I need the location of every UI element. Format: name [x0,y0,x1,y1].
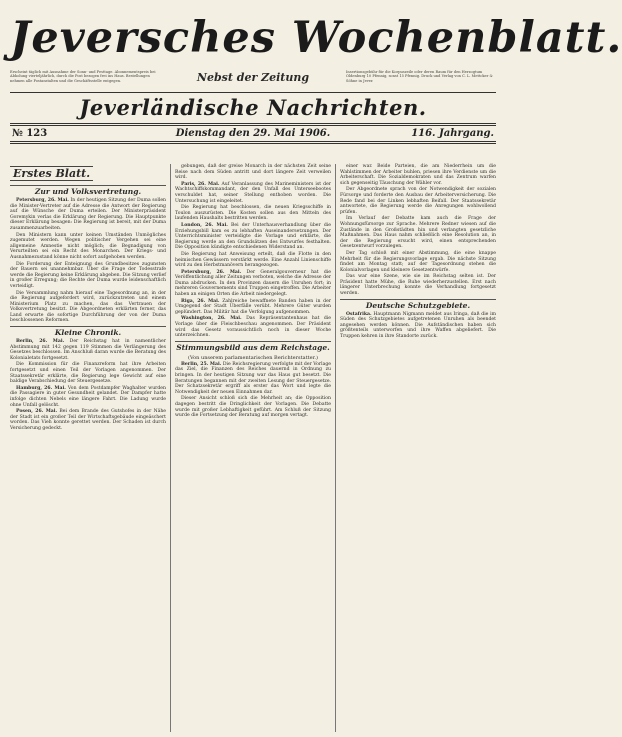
paragraph: Die Regierung hat beschlossen, die neuen Kriegsschiffe in Toulon auszurüsten. Die Kosten sollen aus den Mitteln des laufenden Haushalts bestritten werden. [175,205,331,222]
issue-year: 116. Jahrgang. [411,128,494,139]
paragraph: Ostafrika. Hauptmann Nigmann meldet aus Iringa, daß die im Süden des Schutzgebietes aufgetretenen Unruhen als beendet angesehen werden können. Die Aufständischen haben sich größtenteils unterworfen und ihre Waffen abgeliefert. Die Truppen kehren in ihre Standorte zurück. [340,311,496,340]
paragraph: Dieser Ansicht schloß sich die Mehrheit an; die Opposition dagegen bestritt die Dringlichkeit der Vorlagen. Die Debatte wurde mit großer Lebhaftigkeit geführt. Am Schluß der Sitzung wurde die Fortsetzung der Beratung auf morgen vertagt. [175,396,331,419]
article-columns [10,164,496,732]
insertion-note: Insertionsgebühr für die Korpuszeile oder deren Raum für den Herzogtum Oldenburg 10 Pfennig, sonst 15 Pfennig. Druck und Verlag von C. L. Mettcker & Söhne in Jever. [346,70,493,83]
divider [10,141,496,144]
article-heading: Deutsche Schutzgebiete. [340,299,496,311]
paragraph: Den Ministern kann unter keinen Umständen Unmögliches zugemutet werden. Wegen politischer Vergehen sei eine allgemeine Amnestie nicht möglich; die Begnadigung von Verurteilten sei ein Recht des Monarchen. Der Kriegs- und Ausnahmezustand könne nicht sofort aufgehoben werden. [10,232,166,260]
newspaper-page [10,6,622,732]
paragraph: Berlin, 26. Mai. Der Reichstag hat in namentlicher Abstimmung mit 142 gegen 119 Stimmen die Verlängerung des Gesetzes beschlossen. Im Anschluß daran wurde die Beratung des Kolonialetats fortgesetzt. [10,339,166,361]
paragraph: Petersburg, 26. Mai. Der Generalgouverneur hat die Veröffentlichung aller Zeitungen verboten, welche die Adresse der Duma abdrucken. In den Provinzen dauern die Unruhen fort; in mehreren Gouvernements sind Truppen eingetroffen. Die Arbeiter haben an einigen Orten die Arbeit niedergelegt. [175,269,331,298]
article-heading: Zur und Volksvertretung. [10,185,166,197]
paragraph: Posen, 26. Mai. Bei dem Brande des Gutshofes in der Nähe der Stadt ist ein großer Teil der Wirtschaftsgebäude eingeäschert worden. Das Vieh konnte gerettet werden. Der Schaden ist durch Versicherung gedeckt. [10,409,166,431]
paragraph: Die Forderung der Enteignung des Grundbesitzes zugunsten der Bauern sei unannehmbar. Über die Frage der Todesstrafe werde die Regierung keine Erklärung abgeben. Die Sitzung verlief in großer Erregung; die Rechte der Duma wurde leidenschaftlich verteidigt. [10,261,166,289]
issue-date: Dienstag den 29. Mai 1906. [175,128,331,139]
subtitle: Jeverländische Nachrichten. [79,95,427,120]
paragraph: einer war. Beide Parteien, die am Niederrhein um die Wahlstimmen der Arbeiter buhlen, priesen ihre Verdienste um die Arbeiterschaft. Die Sozialdemokraten und das Zentrum warfen sich gegenseitig Täuschung der Wähler vor. [340,164,496,186]
masthead-subrow [10,70,496,92]
paragraph: Der Abgeordnete sprach von der Notwendigkeit der sozialen Fürsorge und forderte den Ausbau der Arbeiterversicherung. Die Rede fand bei der Linken lebhaften Beifall. Der Staatssekretär antwortete, die Regierung werde die Anregungen wohlwollend prüfen. [340,187,496,215]
paragraph: Berlin, 25. Mai. Die Reichsregierung verfolgte mit der Vorlage das Ziel, die Finanzen des Reiches dauernd in Ordnung zu bringen. In der heutigen Sitzung war das Haus gut besetzt. Die Beratungen begannen mit der zweiten Lesung der Steuergesetze. Der Schatzsekretär ergriff als erster das Wort und legte die Notwendigkeit der neuen Einnahmen dar. [175,361,331,395]
paragraph: London, 26. Mai. Bei der Unterhausverhandlung über die Erziehungsbill kam es zu lebhaften Auseinandersetzungen. Der Unterrichtsminister verteidigte die Vorlage und erklärte, die Regierung werde an den Grundsätzen des Entwurfes festhalten. Die Opposition kündigte entschiedenen Widerstand an. [175,222,331,251]
masthead-subheading: Nebst der Zeitung [196,71,310,84]
paragraph: Petersburg, 26. Mai. In der heutigen Sitzung der Duma sollen die Minister-Vertreter auf die Adresse die Antwort der Regierung auf die Wünsche der Duma erteilen. Der Ministerpräsident Goremykin verlas die Erklärung der Regierung. Die Hauptpunkte dieser Erklärung besagen: Die Regierung ist bereit, mit der Duma zusammenzuarbeiten. [10,198,167,231]
paragraph: Die Kommission für die Finanzreform hat ihre Arbeiten fortgesetzt und einen Teil der Vorlagen angenommen. Der Staatssekretär erklärte, die Regierung lege Gewicht auf eine baldige Verabschiedung der Steuergesetze. [10,362,166,385]
paragraph: Das war eine Szene, wie sie im Reichstag selten ist. Der Präsident hatte Mühe, die Ruhe wiederherzustellen. Erst nach längerer Unterbrechung konnte die Verhandlung fortgesetzt werden. [340,274,496,297]
paragraph: Riga, 26. Mai. Zahlreiche bewaffnete Banden haben in der Umgegend der Stadt Überfälle verübt. Mehrere Güter wurden geplündert. Das Militär hat die Verfolgung aufgenommen. [175,298,331,315]
paragraph: Im Verlauf der Debatte kam auch die Frage der Wohnungsfürsorge zur Sprache. Mehrere Redner wiesen auf die Zustände in den Großstädten hin und verlangten gesetzliche Maßnahmen. Das Haus nahm schließlich eine Resolution an, in der die Regierung ersucht wird, einen entsprechenden Gesetzentwurf vorzulegen. [340,216,496,250]
article-heading: Stimmungsbild aus dem Reichstage. [176,342,330,352]
paragraph: Die Versammlung nahm hierauf eine Tagesordnung an, in der die Regierung aufgefordert wird, zurückzutreten und einem Ministerium Platz zu machen, das das Vertrauen der Volksvertretung besitzt. Die Abgeordneten erklärten ferner, das Land erwarte die sofortige Durchführung der von der Duma beschlossenen Reformen. [10,290,166,324]
paragraph: Die Regierung hat Anweisung erteilt, daß die Flotte in den heimischen Gewässern verstärkt werde. Eine Anzahl Linienschiffe wird zu den Herbstmanövern herangezogen. [175,251,331,269]
paragraph: gebungen, daß der greise Monarch in der nächsten Zeit seine Reise nach dem Süden antritt und dort längere Zeit verweilen wird. [175,164,331,181]
column-2 [170,164,331,732]
issue-number: № 123 [12,128,48,139]
subscription-note: Erscheint täglich mit Ausnahme der Sonn- und Festtage. Abonnementspreis bei Abholung vierteljährlich, durch die Post bezogen frei ins Haus. Bestellungen nehmen alle Postanstalten und die Geschäftsstelle entgegen. [10,70,156,83]
paragraph: Paris, 26. Mai. Auf Veranlassung des Marineministers ist der Wachtschiffskommandant, der den Unfall des Unterseebootes verschuldet hat, seiner Stellung enthoben worden. Die Untersuchung ist eingeleitet. [175,181,331,204]
article-heading: Kleine Chronik. [10,326,166,338]
paragraph: Hamburg, 26. Mai. Von dem Postdampfer Waghalter wurden die Passagiere in guter Gesundheit gelandet. Der Dampfer hatte infolge dichten Nebels eine längere Fahrt. Die Ladung wurde ohne Unfall gelöscht. [10,385,166,408]
article-byline: (Von unserem parlamentarischen Berichterstatter.) [188,354,318,361]
masthead-title: Jeversches Wochenblatt. [10,13,622,63]
section-label: Erstes Blatt. [10,166,93,181]
column-1 [10,164,166,732]
paragraph: Der Tag schloß mit einer Abstimmung, die eine knappe Mehrheit für die Regierungsvorlage ergab. Die nächste Sitzung findet am Montag statt; auf der Tagesordnung stehen die Kolonialvorlagen und kleinere Gesetzentwürfe. [340,250,496,273]
column-3 [335,164,496,732]
issue-bar [10,126,496,141]
paragraph: Washington, 26. Mai. Das Repräsentantenhaus hat die Vorlage über die Fleischbeschau angenommen. Der Präsident wird das Gesetz voraussichtlich noch in dieser Woche unterzeichnen. [175,316,331,339]
